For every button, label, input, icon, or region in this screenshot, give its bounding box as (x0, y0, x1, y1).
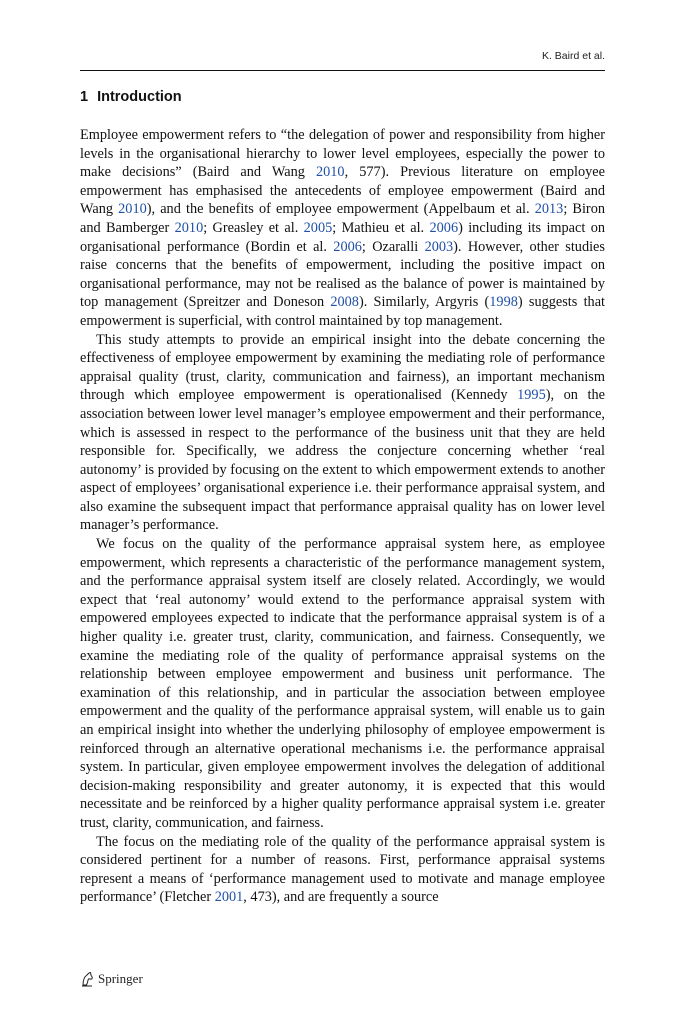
paragraph-text: ), and the benefits of employee empowerment (Appelbaum et al. (146, 201, 535, 218)
paragraph-text: ). Similarly, Argyris ( (358, 294, 490, 311)
publisher-logo (80, 971, 143, 987)
paragraph-text: , 473), and are frequently a source (243, 889, 439, 906)
paragraph-text: ; Ozaralli (361, 238, 425, 255)
paragraph-text: ) including its impact on organisational performance (Bordin et al. (80, 219, 605, 255)
paragraph-text: The focus on the mediating role of the quality of the performance appraisal system is considered pertinent for a number of reasons. First, performance appraisal systems represent a means of ‘performance management used to motivate and manage employee performance’ (Fletcher (80, 833, 605, 906)
citation-link[interactable]: 2006 (333, 238, 362, 255)
paragraph-text: ; Biron and Bamberger (80, 201, 605, 236)
paragraph-text: ). However, other studies raise concerns that the benefits of empowerment, including the positive impact on organisational performance, may not be realised as the balance of power is maintained by top management (Spreitzer and Doneson (80, 238, 605, 311)
paragraph-text: We focus on the quality of the performance appraisal system here, as employee empowerment, which represents a characteristic of the performance management system, and the performance appraisal system itself are closely related. Accordingly, we would expect that ‘real autonomy’ would extend to the performance appraisal system with empowered employees expected to indicate that the performance appraisal system is of a higher quality i.e. greater trust, clarity, communication, and fairness. Consequently, we examine the mediating role of the quality of performance appraisal systems on the relationship between employee empowerment and business unit performance. The examination of this relationship, and in particular the association between employee empowerment and the quality of the performance appraisal system, will enable us to gain an empirical insight into whether the underlying philosophy of employee empowerment is reinforced through an alternative operational mechanisms i.e. the performance appraisal system. In particular, given employee empowerment involves the delegation of additional decision-making responsibility and greater autonomy, it is expected that this would necessitate and be reinforced by a higher quality performance appraisal system i.e. greater trust, clarity, communication, and fairness. (80, 536, 605, 831)
citation-link[interactable]: 2013 (534, 201, 564, 218)
section-heading (80, 89, 182, 105)
running-head: K. Baird et al. (541, 50, 605, 62)
citation-link[interactable]: 2010 (174, 219, 204, 236)
paragraph-text: ; Greasley et al. (203, 219, 304, 236)
section-number: 1 (80, 89, 89, 105)
section-title: Introduction (97, 89, 182, 105)
citation-link[interactable]: 2005 (303, 219, 333, 236)
paragraph-text: , 577). Previous literature on employee empowerment has emphasised the antecedents of employee empowerment (Baird and Wang (80, 164, 605, 218)
paragraph-text: This study attempts to provide an empirical insight into the debate concerning the effectiveness of employee empowerment by examining the mediating role of performance appraisal quality (trust, clarity, communication and fairness), an important mechanism through which employee empowerment is operationalised (Kennedy (80, 331, 605, 404)
paragraph (80, 535, 605, 833)
citation-link[interactable]: 2001 (214, 889, 244, 906)
springer-horse-icon (80, 971, 94, 987)
paragraph-text: ), on the association between lower level manager’s employee empowerment and their performance, which is assessed in respect to the performance of the business unit that they are held responsible for. Specifically, we address the conjecture concerning whether ‘real autonomy’ is provided by focusing on the extent to which empowerment extends to another aspect of employees’ organisational experience i.e. their performance appraisal system, and also examine the subsequent impact that performance appraisal quality has on lower level manager’s performance. (80, 387, 605, 534)
header-rule (80, 70, 605, 71)
paragraph (80, 126, 605, 331)
citation-link[interactable]: 2008 (330, 294, 359, 311)
citation-link[interactable]: 2010 (118, 201, 147, 218)
paragraph (80, 833, 605, 907)
citation-link[interactable]: 2010 (315, 164, 345, 181)
citation-link[interactable]: 2006 (429, 219, 459, 236)
citation-link[interactable]: 2003 (424, 238, 454, 255)
paragraph-text: ; Mathieu et al. (332, 219, 430, 236)
body-text (80, 126, 605, 907)
paragraph-text: ) suggests that empowerment is superficial, with control maintained by top management. (80, 294, 606, 329)
paragraph (80, 331, 605, 536)
publisher-name: Springer (98, 971, 143, 986)
paragraph-text: Employee empowerment refers to “the delegation of power and responsibility from higher levels in the organisational hierarchy to lower level employees, especially the power to make decisions” (Baird and Wang (80, 127, 605, 181)
citation-link[interactable]: 1998 (489, 294, 518, 311)
citation-link[interactable]: 1995 (517, 387, 546, 404)
